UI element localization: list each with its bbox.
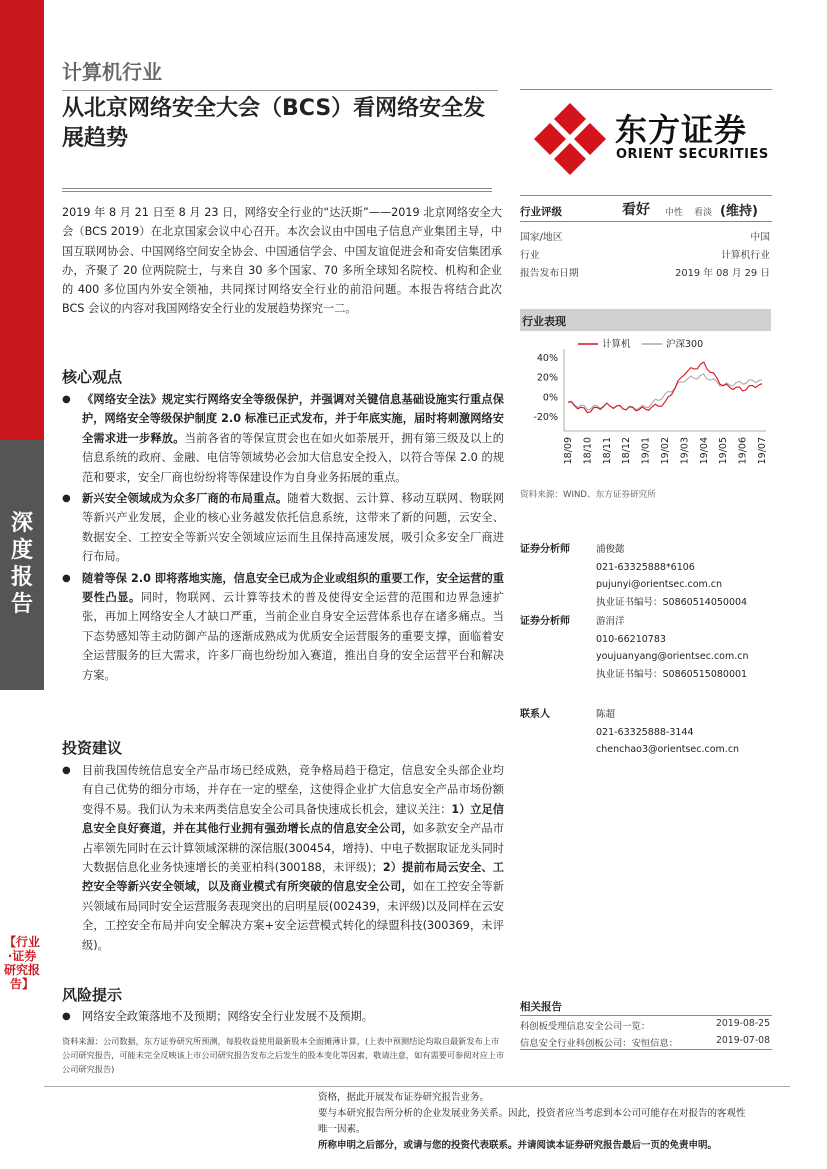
rating-negative: 看淡 — [694, 208, 713, 218]
x-tick-label: 19/04 — [698, 437, 710, 465]
list-item: ● 新兴安全领域成为众多厂商的布局重点。随着大数据、云计算、移动互联网、物联网等新兴产业发展，企业的核心业务越发依托信息系统，这带来了新的问题，云安全、数据安全、工控安全等新兴安全领域应运而生且保持高速发展，吸引众多安全厂商进行布局。 — [62, 489, 504, 567]
list-item: ● 《网络安全法》规定实行网络安全等级保护，并强调对关键信息基础设施实行重点保护，网络安全等级保护制度 2.0 标准已正式发布，并于年底实施，届时将刺激网络安全需求进一步释放。当前各省的等保宣贯会也在如火如荼展开，拥有第三级及以上的信息系统的政府、金融、电信等领域势必会加大信息安全投入，以符合等保 2.0 的规范和要求，安全厂商也纷纷将等保建设作为自身业务拓展的重点。 — [62, 390, 504, 487]
disclaimer-line: 唯一因素。 — [318, 1124, 366, 1135]
bullet-icon: ● — [62, 493, 71, 505]
bullet-icon: ● — [62, 1011, 71, 1022]
info-row-industry: 行业 计算机行业 — [520, 250, 770, 261]
related-report-item[interactable]: 科创板受理信息安全公司一览： 2019-08-25 — [520, 1018, 770, 1032]
risk-list — [62, 1007, 504, 1026]
x-tick-label: 19/07 — [757, 437, 768, 465]
logo-divider-bottom — [520, 195, 772, 196]
contact-email[interactable]: chenchao3@orientsec.com.cn — [596, 744, 740, 756]
report-category-label: 【行业·证券研究报告】 — [4, 935, 41, 991]
bullet-icon: ● — [62, 572, 71, 584]
x-tick-label: 18/12 — [621, 437, 633, 465]
footer-divider — [44, 1086, 790, 1087]
contact-phone: 021-63325888-3144 — [596, 726, 694, 738]
analyst-phone: 010-66210783 — [596, 633, 666, 645]
contact-name: 陈超 — [596, 709, 616, 720]
rating-label: 行业评级 — [520, 206, 562, 218]
investment-list — [62, 761, 504, 955]
company-name-cn: 东方证券 — [615, 111, 748, 149]
rating-maintain: (维持) — [720, 204, 758, 219]
x-tick-label: 19/05 — [718, 437, 730, 465]
core-views-heading: 核心观点 — [62, 368, 123, 386]
sidebar-red-band — [0, 0, 44, 440]
report-type-label: 深度报告 — [10, 511, 33, 617]
performance-chart — [520, 335, 772, 485]
analyst-email[interactable]: pujunyi@orientsec.com.cn — [596, 579, 723, 591]
data-source-footnote: 资料来源：公司数据，东方证券研究所预测，每股收益使用最新股本全面摊薄计算，(上表中预测结论均取自最新发布上市公司研究报告，可能未完全反映该上市公司研究报告发布之后发生的股本变化等因素，敬请注意，如有需要可参阅对应上市公司研究报告) — [62, 1036, 505, 1075]
core-views-list — [62, 390, 504, 685]
title-divider-bottom — [62, 188, 492, 192]
industry-rating — [520, 198, 772, 222]
x-tick-label: 18/09 — [563, 437, 574, 465]
analyst-role: 证券分析师 — [520, 544, 570, 555]
risk-heading: 风险提示 — [62, 986, 123, 1004]
x-tick-label: 18/11 — [601, 437, 613, 465]
investment-heading: 投资建议 — [62, 739, 123, 757]
list-item: ● 网络安全政策落地不及预期；网络安全行业发展不及预期。 — [62, 1007, 504, 1026]
title-divider-top — [62, 90, 498, 91]
list-item: ● 目前我国传统信息安全产品市场已经成熟，竞争格局趋于稳定，信息安全头部企业均有自己优势的细分市场，并存在一定的壁垒，这使得企业扩大信息安全产品市场份额变得不易。我们认为未来两类信息安全公司具备快速成长机会，建议关注：1）立足信息安全良好赛道，并在其他行业拥有强劲增长点的信息安全公司，如多款安全产品市占率领先同时在云计算领域深耕的深信服(300454，增持)、中电子数据取证龙头同时大数据信息化业务快速增长的美亚柏科(300188，未评级)；2）提前布局云安全、工控安全等新兴安全领域，以及商业模式有所突破的信息安全公司，如在工控安全等新兴领域布局同时安全运营服务表现突出的启明星辰(002439，未评级)以及同样在云安全，工控安全布局并向安全解决方案+安全运营模式转化的绿盟科技(300369，未评级)。 — [62, 761, 504, 955]
contact-role: 联系人 — [520, 709, 550, 720]
analyst-license: 执业证书编号：S0860515080001 — [596, 668, 748, 680]
list-item: ● 随着等保 2.0 即将落地实施，信息安全已成为企业或组织的重要工作，安全运营的重要性凸显。同时，物联网、云计算等技术的普及使得安全运营的范围和边界急速扩张，再加上网络安全人才缺口严重，当前企业自身安全运营体系也存在诸多痛点。当下态势感知等主动防御产品的逐渐成熟成为优质安全运营服务的重要支撑，面临着安全运营服务的巨大需求，许多厂商也纷纷加入赛道，推出自身的安全运营平台和解决方案。 — [62, 569, 504, 685]
x-tick-label: 19/01 — [640, 437, 652, 465]
y-tick-label: 40% — [536, 352, 558, 364]
legend-label: 沪深300 — [666, 339, 704, 350]
analyst-name: 浦俊懿 — [596, 544, 625, 555]
orient-logo-icon — [532, 101, 608, 177]
analyst-role: 证券分析师 — [520, 616, 570, 627]
sidebar-report-type — [0, 440, 44, 690]
bullet-icon: ● — [62, 765, 71, 776]
x-tick-label: 18/10 — [582, 437, 594, 465]
analyst-name: 游涓洋 — [596, 616, 625, 627]
info-row-region: 国家/地区 中国 — [520, 232, 770, 243]
y-tick-label: 20% — [536, 372, 558, 384]
y-tick-label: 0% — [542, 392, 558, 404]
performance-heading: 行业表现 — [520, 309, 771, 331]
related-report-item[interactable]: 信息安全行业科创板公司：安恒信息： 2019-07-08 — [520, 1035, 770, 1049]
related-divider-bottom — [520, 1049, 772, 1050]
series-line-hs300 — [568, 374, 762, 410]
analyst-license: 执业证书编号：S0860514050004 — [596, 596, 748, 608]
legend-label: 计算机 — [602, 339, 631, 350]
disclaimer-line: 要与本研究报告所分析的企业发展业务关系。因此，投资者应当考虑到本公司可能存在对报告的客观性 — [318, 1108, 746, 1119]
report-title: 从北京网络安全大会（BCS）看网络安全发展趋势 — [62, 96, 486, 151]
analyst-email[interactable]: youjuanyang@orientsec.com.cn — [596, 651, 749, 663]
series-line-computer — [568, 362, 762, 413]
rating-value: 看好 — [622, 202, 650, 218]
disclaimer-line: 资格，据此开展发布证券研究报告业务。 — [318, 1092, 490, 1103]
x-tick-label: 19/06 — [737, 437, 749, 465]
intro-paragraph: 2019 年 8 月 21 日至 8 月 23 日，网络安全行业的“达沃斯”——2019 北京网络安全大会（BCS 2019）在北京国家会议中心召开。本次会议由中国电子信息产业集团主导，中国互联网协会、中国网络空间安全协会、中国通信学会、中国友谊促进会和奇安信集团承办，齐聚了 20 位两院院士，与来自 30 多个国家、70 多所全球知名院校、机构和企业的 400 多位国内外安全领袖，共同探讨网络安全行业的前沿问题。本报告将结合此次 BCS 会议的内容对我国网络安全行业的发展趋势探究一二。 — [62, 206, 502, 316]
logo-divider-top — [520, 89, 772, 90]
disclaimer-line: 所称申明之后部分，或请与您的投资代表联系。并请阅读本证券研究报告最后一页的免责申明。 — [318, 1140, 718, 1151]
analyst-phone: 021-63325888*6106 — [596, 561, 695, 573]
rating-neutral: 中性 — [665, 208, 684, 218]
x-tick-label: 19/02 — [660, 437, 671, 465]
bullet-icon: ● — [62, 394, 71, 405]
info-row-date: 报告发布日期 2019 年 08 月 29 日 — [520, 268, 770, 279]
company-name-en: ORIENT SECURITIES — [616, 147, 769, 162]
related-reports-heading: 相关报告 — [520, 1001, 562, 1013]
chart-source: 资料来源：WIND、东方证券研究所 — [520, 490, 656, 500]
y-tick-label: -20% — [533, 412, 558, 424]
x-tick-label: 19/03 — [679, 437, 691, 465]
related-divider — [520, 1015, 772, 1016]
industry-name: 计算机行业 — [62, 60, 162, 84]
